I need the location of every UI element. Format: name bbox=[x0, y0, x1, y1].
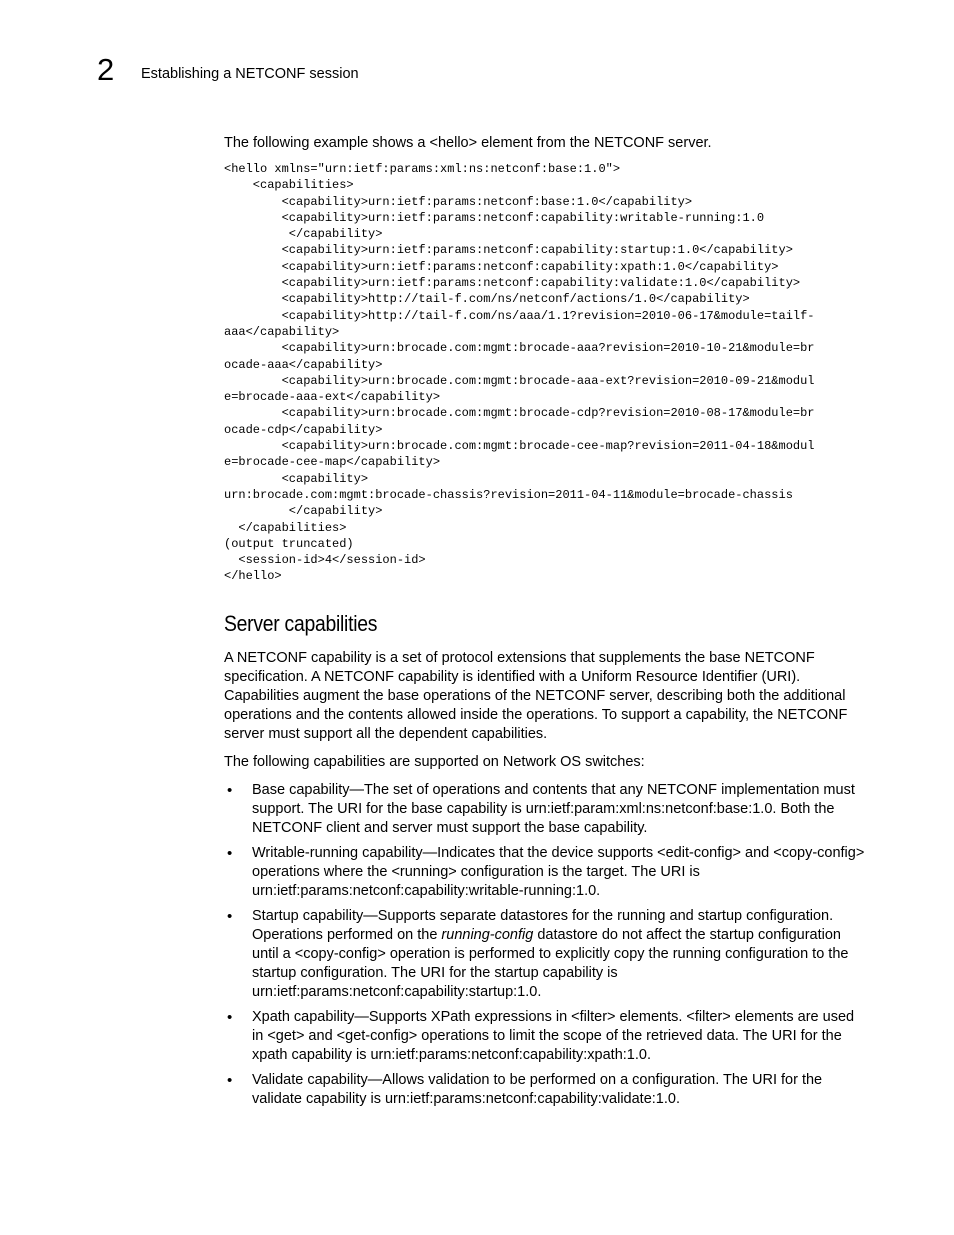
chapter-number: 2 bbox=[97, 52, 115, 87]
page-content bbox=[224, 134, 869, 1115]
list-item bbox=[224, 844, 869, 901]
capability-intro-paragraph: A NETCONF capability is a set of protocol extensions that supplements the base NETCONF specification. A NETCONF capability is identified with a Uniform Resource Identifier (URI). Capabilities augment the base operations of the NETCONF server, describing both the additional operations and the contents allowed inside the operations. To support a capability, the NETCONF server must support all the dependent capabilities. bbox=[224, 649, 848, 742]
bullet-text-base: Base capability—The set of operations and contents that any NETCONF implementation must support. The URI for the base capability is urn:ietf:param:xml:ns:netconf:base:1.0. Both the NETCONF client and server must support the base capability. bbox=[252, 781, 855, 836]
bullet-text-startup-before: Startup capability—Supports separate datastores for the running and startup configuration. Operations performed on the bbox=[252, 907, 834, 943]
bullet-text-writable-running: Writable-running capability—Indicates that the device supports <edit-config> and <copy-config> operations where the <running> configuration is the target. The URI is urn:ietf:params:netconf:capability:writable-running:1.0. bbox=[252, 844, 865, 899]
code-example: <hello xmlns="urn:ietf:params:xml:ns:netconf:base:1.0"> <capabilities> <capability>urn:ietf:params:netconf:base:1.0</capability> <capability>urn:ietf:params:netconf:capability:writable-running:1.0 </capability> <capability>urn:ietf:params:netconf:capability:startup:1.0</capability> <capability>urn:ietf:params:netconf:capability:xpath:1.0</capability> <capability>urn:ietf:params:netconf:capability:validate:1.0</capability> <capability>http://tail-f.com/ns/netconf/actions/1.0</capability> <capability>http://tail-f.com/ns/aaa/1.1?revision=2010-06-17&module=tailf- aaa</capability> <capability>urn:brocade.com:mgmt:brocade-aaa?revision=2010-10-21&module=br ocade-aaa</capability> <capability>urn:brocade.com:mgmt:brocade-aaa-ext?revision=2010-09-21&modul e=brocade-aaa-ext</capability> <capability>urn:brocade.com:mgmt:brocade-cdp?revision=2010-08-17&module=br ocade-cdp</capability> <capability>urn:brocade.com:mgmt:brocade-cee-map?revision=2011-04-18&modul e=brocade-cee-map</capability> <capability> urn:brocade.com:mgmt:brocade-chassis?revision=2011-04-11&module=brocade-chassis </capability> </capabilities> (output truncated) <session-id>4</session-id> </hello> bbox=[224, 162, 815, 584]
bullet-icon: • bbox=[227, 907, 233, 925]
list-item bbox=[224, 781, 869, 838]
bullet-icon: • bbox=[227, 1008, 233, 1026]
list-item bbox=[224, 907, 869, 1002]
list-item bbox=[224, 1008, 869, 1065]
chapter-title: Establishing a NETCONF session bbox=[141, 66, 359, 82]
bullet-text-xpath: Xpath capability—Supports XPath expressions in <filter> elements. <filter> elements are used in <get> and <get-config> operations to limit the scope of the retrieved data. The URI for the xpath capability is urn:ietf:params:netconf:capability:xpath:1.0. bbox=[252, 1008, 855, 1063]
bullet-text-startup-after: datastore do not affect the startup configuration until a <copy-config> operation is performed to explicitly copy the running configuration to the startup configuration. The URI for the startup capability is urn:ietf:params:netconf:capability:startup:1.0. bbox=[252, 926, 849, 1000]
section-heading: Server capabilities bbox=[224, 610, 378, 636]
bullet-icon: • bbox=[227, 781, 233, 799]
list-item bbox=[224, 1071, 869, 1109]
bullet-icon: • bbox=[227, 1071, 233, 1089]
bullet-text-validate: Validate capability—Allows validation to be performed on a configuration. The URI for the validate capability is urn:ietf:params:netconf:capability:validate:1.0. bbox=[252, 1071, 823, 1107]
intro-paragraph: The following example shows a <hello> element from the NETCONF server. bbox=[224, 135, 712, 151]
bullet-icon: • bbox=[227, 844, 233, 862]
bullet-text-startup-emphasis: running-config bbox=[441, 926, 534, 943]
capabilities-list bbox=[224, 781, 869, 1109]
supported-capabilities-intro: The following capabilities are supported on Network OS switches: bbox=[224, 753, 645, 770]
